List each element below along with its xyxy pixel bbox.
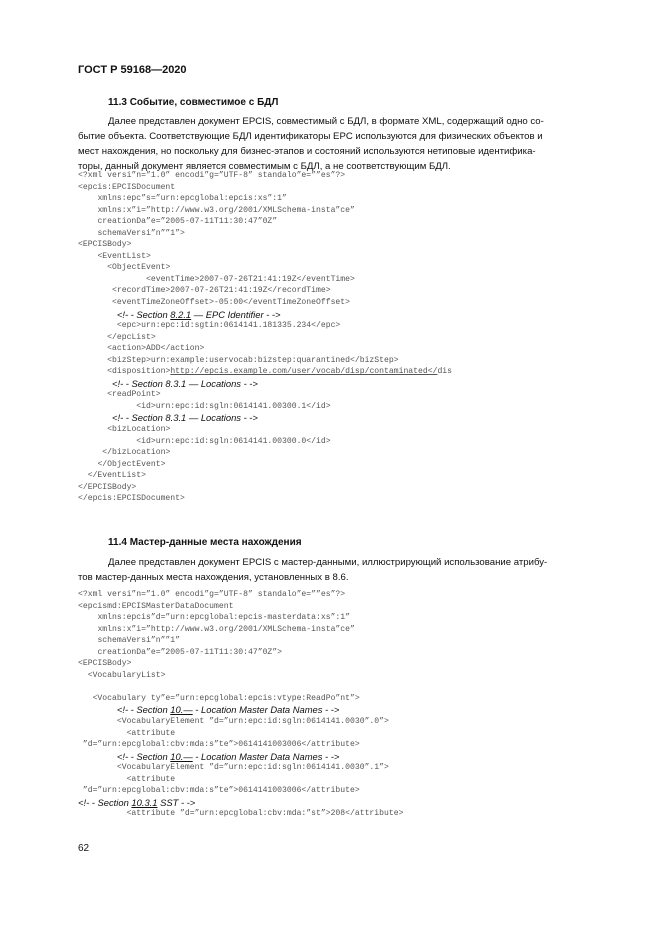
code-comment: - Location Master Data Names - -> [192, 704, 340, 716]
code-line [78, 589, 598, 601]
code-text: ”d=”urn:epcglobal:cbv:mda:s”te”>0614141003006</attribute> [82, 786, 360, 796]
code-line [78, 728, 598, 740]
code-line [78, 424, 598, 436]
code-line [78, 493, 598, 505]
code-line [78, 193, 598, 205]
code-comment: <!- - Section [116, 308, 171, 320]
code-line [78, 216, 598, 228]
code-indent [78, 275, 146, 284]
code-indent [78, 636, 97, 645]
code-comment: <!- - Section 8.3.1 — Locations - -> [112, 412, 258, 424]
paragraph-line: Далее представлен документ EPCIS с мастер-данными, иллюстрирующий использование атрибу- [108, 557, 548, 568]
code-text: xmlns:epc”s=”urn:epcglobal:epcis:xs”:1” [97, 194, 287, 204]
code-text: http://epcis.example.com/user/vocab/disp/contaminated</ [170, 367, 438, 377]
code-line [78, 693, 598, 705]
code-line [78, 612, 598, 624]
code-text: <action>ADD</action> [107, 344, 205, 354]
code-line [78, 670, 598, 682]
section-heading-11-4: 11.4 Мастер-данные места нахождения [108, 537, 302, 548]
code-text: <id>urn:epc:id:sgln:0614141.00300.1</id> [136, 401, 331, 411]
code-text: <attribute [126, 728, 176, 738]
code-indent [78, 217, 97, 226]
code-comment: 10.— [170, 750, 193, 762]
section-heading-11-3: 11.3 Событие, совместимое с БДЛ [108, 97, 279, 108]
code-indent [78, 390, 107, 399]
document-header: ГОСТ Р 59168—2020 [78, 64, 187, 76]
code-comment: <!- - Section [116, 704, 171, 716]
code-indent [78, 763, 117, 772]
code-line [78, 285, 598, 297]
code-line [78, 251, 598, 263]
code-indent [78, 648, 97, 657]
code-indent [78, 694, 93, 703]
code-text: </epcList> [107, 332, 156, 342]
code-indent [78, 367, 107, 376]
paragraph-line: Далее представлен документ EPCIS, совместимый с БДЛ, в формате XML, содержащий одно со- [108, 116, 544, 127]
code-text: creationDa”e=”2005-07-11T11:30:47”0Z” [97, 217, 278, 227]
code-line [78, 624, 598, 636]
code-text: <attribute [126, 774, 176, 784]
code-indent [78, 321, 117, 330]
code-text: ”d=”urn:epcglobal:cbv:mda:s”te”>0614141003006</attribute> [82, 740, 360, 750]
code-line [78, 320, 598, 332]
code-text: schemaVersi”n””1”> [97, 228, 185, 238]
code-text: </epcis:EPCISDocument> [78, 494, 185, 504]
code-text: <eventTimeZoneOffset>-05:00</eventTimeZoneOffset> [112, 298, 350, 308]
code-line [78, 470, 598, 482]
code-text: <bizStep>urn:example:uservocab:bizstep:quarantined</bizStep> [107, 355, 399, 365]
code-indent [78, 729, 127, 738]
code-comment: 8.2.1 [170, 308, 192, 320]
code-line [78, 412, 598, 424]
code-indent [78, 625, 97, 634]
code-text: <EPCISBody> [78, 240, 132, 250]
page-number: 62 [78, 843, 90, 854]
code-text: dis [437, 367, 453, 377]
code-line [78, 436, 598, 448]
code-line [78, 774, 598, 786]
code-indent [78, 286, 112, 295]
code-line [78, 739, 598, 751]
code-text: <readPoint> [107, 390, 161, 400]
code-line [78, 808, 598, 820]
code-text: <?xml versi”n=”1.0” encodi”g=”UTF-8” standalo”e=””es”?> [78, 171, 346, 180]
code-indent [78, 425, 107, 434]
code-text: <?xml versi”n=”1.0” encodi”g=”UTF-8” standalo”e=””es”?> [78, 590, 346, 599]
code-text: </bizLocation> [102, 448, 171, 458]
code-indent [78, 671, 88, 680]
code-line [78, 401, 598, 413]
paragraph-line: торы, данный документ является совместимым с БДЛ, а не соответствующим БДЛ. [78, 161, 451, 172]
code-line [78, 309, 598, 321]
code-line [78, 797, 598, 809]
code-indent [78, 471, 88, 480]
code-text: xmlns:x”i=”http://www.w3.org/2001/XMLSchema-insta”ce” [97, 624, 355, 634]
code-indent [78, 613, 97, 622]
code-indent [78, 437, 136, 446]
code-text: </EventList> [87, 471, 147, 481]
code-line [78, 751, 598, 763]
xml-code-block-master-data [78, 589, 598, 820]
section-paragraph-11-4 [78, 555, 588, 585]
code-line [78, 635, 598, 647]
section-paragraph-11-3 [78, 114, 588, 174]
code-indent [78, 298, 112, 307]
code-line [78, 647, 598, 659]
code-line [78, 239, 598, 251]
code-text: <Vocabulary ty”e=”urn:epcglobal:epcis:vtype:ReadPo”nt”> [92, 693, 360, 703]
code-comment: <!- - Section 8.3.1 — Locations - -> [112, 377, 258, 389]
code-line [78, 205, 598, 217]
code-line [78, 681, 598, 693]
code-text: </EPCISBody> [78, 482, 137, 492]
code-text: <disposition> [107, 367, 171, 377]
code-comment: - Location Master Data Names - -> [192, 750, 340, 762]
code-indent [78, 809, 127, 818]
code-text: </ObjectEvent> [97, 459, 166, 469]
code-line [78, 658, 598, 670]
code-indent [78, 252, 97, 261]
code-text: <id>urn:epc:id:sgln:0614141.00300.0</id> [136, 436, 331, 446]
paragraph-line: мест нахождения, но поскольку для бизнес-этапов и состояний используются нетиповые идентифика- [78, 146, 536, 157]
code-indent [78, 717, 117, 726]
code-line [78, 785, 598, 797]
code-line [78, 262, 598, 274]
code-indent [78, 448, 102, 457]
paragraph-line: бытие объекта. Соответствующие БДЛ идентификаторы EPC используются для физических объектов и [78, 131, 543, 142]
code-indent [78, 194, 97, 203]
code-indent [78, 460, 97, 469]
code-text: <VocabularyElement ”d=”urn:epc:id:sgln:0614141.0030”.1”> [116, 763, 389, 773]
code-line [78, 274, 598, 286]
code-text: creationDa”e=”2005-07-11T11:30:47”0Z”> [97, 647, 283, 657]
code-line [78, 228, 598, 240]
code-comment: 10.3.1 [131, 796, 158, 808]
code-comment: <!- - Section [78, 796, 132, 808]
code-indent [78, 206, 97, 215]
code-text: xmlns:epcis”d=”urn:epcglobal:epcis-masterdata:xs”:1” [97, 613, 351, 623]
code-line [78, 355, 598, 367]
code-line [78, 762, 598, 774]
code-indent [78, 333, 107, 342]
code-line [78, 704, 598, 716]
code-text: <epc>urn:epc:id:sgtin:0614141.181335.234</epc> [116, 321, 341, 331]
code-comment: — EPC Identifier - -> [191, 308, 281, 320]
paragraph-line: тов мастер-данных места нахождения, установленных в 8.6. [78, 572, 349, 583]
code-indent [78, 402, 136, 411]
code-line [78, 170, 598, 182]
code-line [78, 366, 598, 378]
code-text: <attribute ”d=”urn:epcglobal:cbv:mda:”st”>208</attribute> [126, 809, 404, 819]
code-text: <recordTime>2007-07-26T21:41:19Z</recordTime> [112, 286, 331, 296]
code-indent [78, 775, 127, 784]
code-indent [78, 263, 107, 272]
code-text: <bizLocation> [107, 425, 171, 435]
code-text: <epcismd:EPCISMasterDataDocument [78, 601, 234, 611]
code-text: schemaVersi”n””1” [97, 636, 181, 646]
code-indent [78, 356, 107, 365]
code-indent [78, 344, 107, 353]
code-text: <EventList> [97, 251, 151, 261]
code-comment: <!- - Section [116, 750, 171, 762]
code-line [78, 332, 598, 344]
code-text: <VocabularyElement ”d=”urn:epc:id:sgln:0614141.0030”.0”> [116, 717, 389, 727]
code-indent [78, 229, 97, 238]
code-text: <VocabularyList> [87, 670, 166, 680]
code-text: xmlns:x”i=”http://www.w3.org/2001/XMLSchema-insta”ce” [97, 205, 355, 215]
code-line [78, 447, 598, 459]
code-line [78, 482, 598, 494]
code-line [78, 378, 598, 390]
code-comment: SST - -> [157, 796, 196, 808]
code-comment: 10.— [170, 704, 193, 716]
code-line [78, 459, 598, 471]
code-line [78, 182, 598, 194]
code-line [78, 389, 598, 401]
code-text: <ObjectEvent> [107, 263, 171, 273]
code-text: <eventTime>2007-07-26T21:41:19Z</eventTime> [146, 274, 355, 284]
code-line [78, 601, 598, 613]
xml-code-block-event [78, 170, 598, 505]
code-line [78, 297, 598, 309]
code-line [78, 343, 598, 355]
code-text: <epcis:EPCISDocument [78, 182, 176, 192]
code-line [78, 716, 598, 728]
code-text: <EPCISBody> [78, 659, 132, 669]
